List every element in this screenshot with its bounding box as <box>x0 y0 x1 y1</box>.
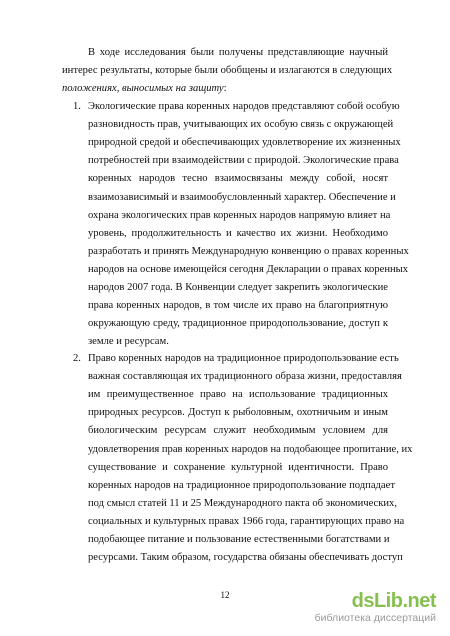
list-item-line: потребностей при взаимодействии с природой. Экологические права <box>88 155 399 167</box>
list-item-line: разновидность прав, учитывающих их особую связь с окружающей <box>88 119 394 131</box>
intro-italic-phrase: положениях, выносимых на защиту <box>62 83 224 94</box>
watermark-logo: dsLib.net <box>351 590 436 612</box>
intro-line-1: В ходе исследования были получены представляющие научный <box>88 47 388 58</box>
list-item-line: коренных народов на традиционное природопользование подпадает <box>88 479 395 491</box>
list-item-line: уровень, продолжительность и качество их жизни. Необходимо <box>88 227 388 239</box>
list-item-line: Право коренных народов на традиционное природопользование есть <box>88 353 399 364</box>
list-item-number: 2. <box>73 353 81 364</box>
list-item-line: важная составляющая их традиционного образа жизни, предоставляя <box>88 371 402 383</box>
watermark-subtitle: библиотека диссертаций <box>314 612 436 624</box>
intro-colon: : <box>223 83 227 94</box>
list-item-line: охрана экологических прав коренных народов напрямую влияет на <box>88 209 391 221</box>
list-item-line: удовлетворения прав коренных народов на подобающее пропитание, их <box>88 443 413 455</box>
list-item-line: социальных и культурных правах 1966 года, гарантирующих право на <box>88 515 405 527</box>
list-item-line: народов на основе имеющейся сегодня Декларации о правах коренных <box>88 263 409 275</box>
list-item-line: права коренных народов, в том числе их право на благоприятную <box>88 300 388 312</box>
list-item-line: разработать и принять Международную конвенцию о правах коренных <box>88 245 409 257</box>
list-item-line: под смысл статей 11 и 25 Международного пакта об экономических, <box>88 497 398 509</box>
list-item-line: коренных народов тесно взаимосвязаны между собой, носят <box>88 173 388 185</box>
page-number: 12 <box>220 590 230 600</box>
list-item-line: ресурсами. Таким образом, государства обязаны обеспечивать доступ <box>88 552 403 564</box>
list-item-line: окружающую среду, традиционное природопользование, доступ к <box>88 318 388 330</box>
list-item-line: подобающее питание и пользование естественными богатствами и <box>88 534 390 545</box>
list-item-line: народов 2007 года. В Конвенции следует закрепить экологические <box>88 282 388 293</box>
list-item-line: существование и сохранение культурной идентичности. Право <box>88 461 388 473</box>
list-item-line: взаимозависимый и взаимообусловленный характер. Обеспечение и <box>88 191 396 203</box>
list-item-number: 1. <box>73 101 81 112</box>
list-item-line: биологическим ресурсам служит необходимым условием для <box>88 425 388 437</box>
intro-line-3 <box>62 82 227 95</box>
list-item-line: природной средой и обеспечивающих удовлетворение их жизненных <box>88 137 401 149</box>
list-item-line: природных ресурсов. Доступ к рыболовным, охотничьим и иным <box>88 407 388 419</box>
list-item-line: земле и ресурсам. <box>88 336 169 348</box>
list-item-line: им преимущественное право на использование традиционных <box>88 389 388 401</box>
intro-line-2: интерес результаты, которые были обобщены и излагаются в следующих <box>62 65 393 76</box>
watermark <box>314 590 436 626</box>
list-item-line: Экологические права коренных народов представляют собой особую <box>88 101 400 112</box>
